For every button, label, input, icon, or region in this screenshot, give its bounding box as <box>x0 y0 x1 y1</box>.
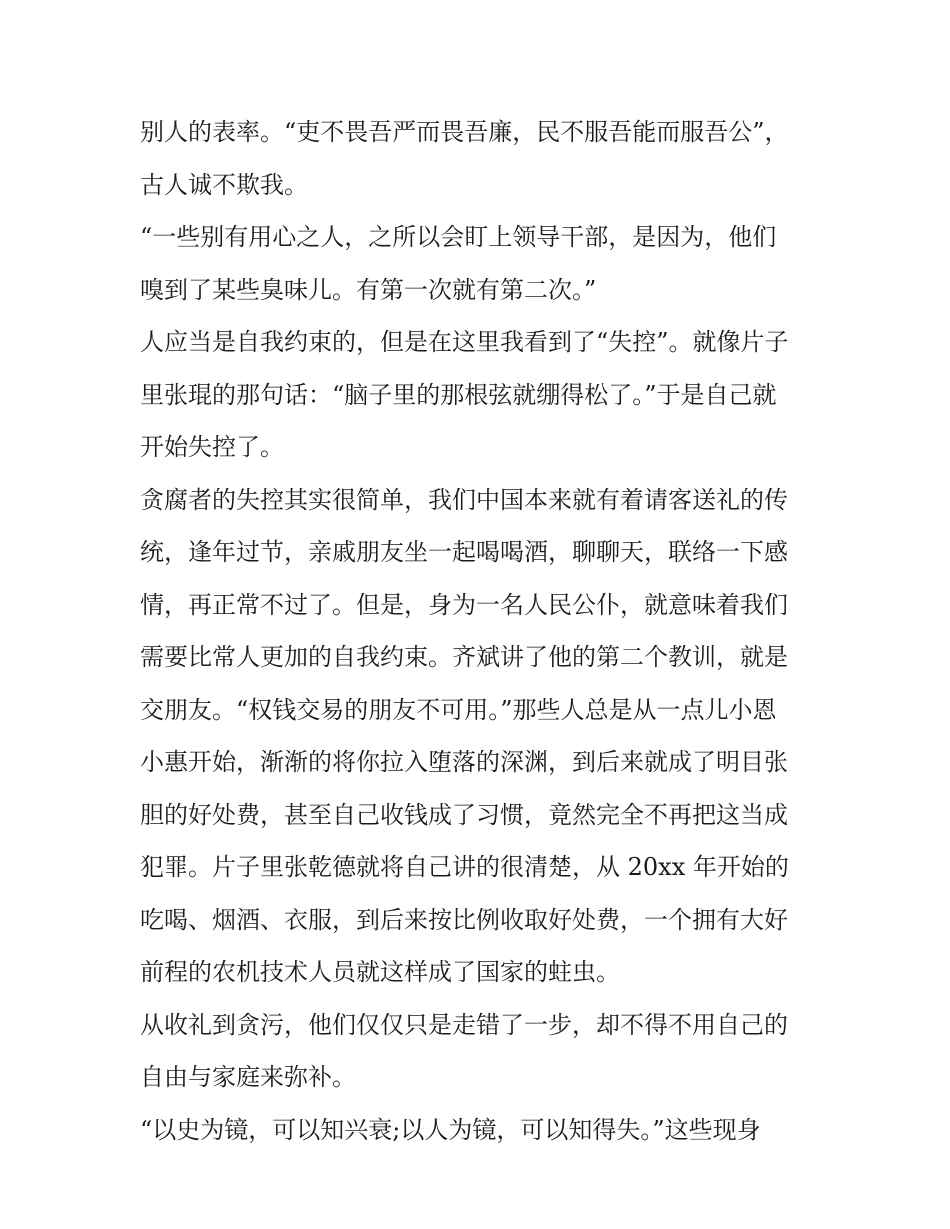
text-line: 小惠开始，渐渐的将你拉入堕落的深渊，到后来就成了明目张 <box>140 748 788 776</box>
text-line: 别人的表率。“吏不畏吾严而畏吾廉，民不服吾能而服吾公”， <box>140 118 789 146</box>
text-line: 统，逢年过节，亲戚朋友坐一起喝喝酒，聊聊天，联络一下感 <box>140 538 788 566</box>
text-line: 里张琨的那句话：“脑子里的那根弦就绷得松了。”于是自己就 <box>140 380 777 409</box>
text-line: “以史为镜，可以知兴衰;以人为镜，可以知得失。”这些现身 <box>140 1115 761 1144</box>
text-line: 人应当是自我约束的，但是在这里我看到了“失控”。就像片子 <box>140 328 789 356</box>
text-line: 情，再正常不过了。但是，身为一名人民公仆，就意味着我们 <box>140 590 788 619</box>
text-line: 胆的好处费，甚至自己收钱成了习惯，竟然完全不再把这当成 <box>140 800 788 829</box>
text-line: 吃喝、烟酒、衣服，到后来按比例收取好处费，一个拥有大好 <box>140 905 788 934</box>
text-line: 嗅到了某些臭味儿。有第一次就有第二次。” <box>140 275 597 304</box>
text-line: 从收礼到贪污，他们仅仅只是走错了一步，却不得不用自己的 <box>140 1010 788 1039</box>
text-line: 交朋友。“权钱交易的朋友不可用。”那些人总是从一点儿小恩 <box>140 695 777 724</box>
text-line: “一些别有用心之人，之所以会盯上领导干部，是因为，他们 <box>140 223 777 251</box>
text-line: 开始失控了。 <box>140 433 284 461</box>
text-line: 古人诚不欺我。 <box>140 170 308 199</box>
text-line: 犯罪。片子里张乾德就将自己讲的很清楚，从 20xx 年开始的 <box>140 853 789 881</box>
text-line: 前程的农机技术人员就这样成了国家的蛀虫。 <box>140 958 620 986</box>
text-line: 自由与家庭来弥补。 <box>140 1063 356 1091</box>
text-line: 贪腐者的失控其实很简单，我们中国本来就有着请客送礼的传 <box>140 485 788 514</box>
text-line: 需要比常人更加的自我约束。齐斌讲了他的第二个教训，就是 <box>140 643 788 671</box>
document-body <box>140 106 820 1156</box>
